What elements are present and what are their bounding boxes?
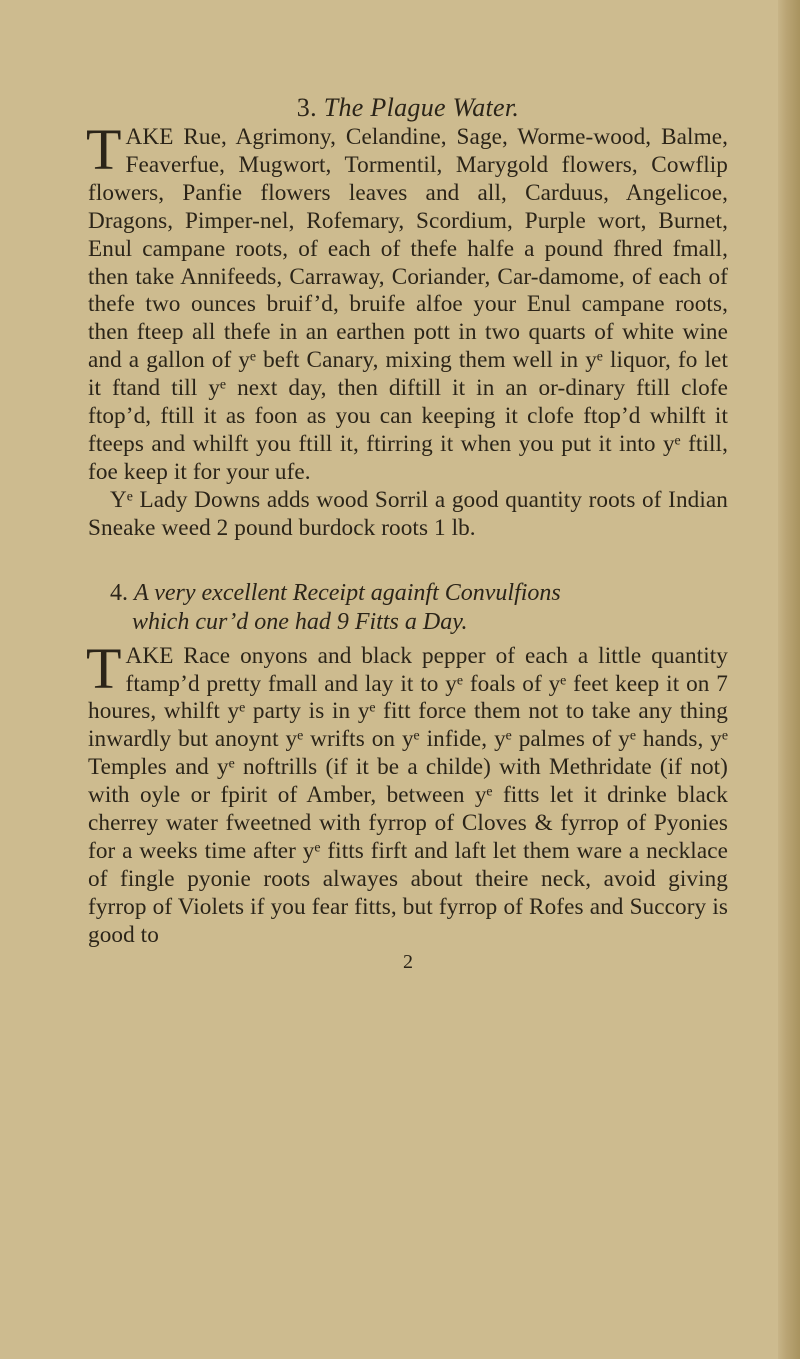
section-4-title-line2: which cur’d one had 9 Fitts a Day. xyxy=(132,608,468,635)
page-edge-shadow xyxy=(778,0,800,1359)
section-4-drop-cap: T xyxy=(86,635,122,701)
section-4-body xyxy=(86,635,728,950)
section-3-text: AKE Rue, Agrimony, Celandine, Sage, Worme-wood, Balme, Feaverfue, Mugwort, Tormentil, Marygold flowers, Cowflip flowers, Panfie flowers leaves and all, Carduus, Angelicoe, Dragons, Pimper-nel, Rofemary, Scordium, Purple wort, Burnet, Enul campane roots, of each of thefe halfe a pound fhred fmall, then take Annifeeds, Carraway, Coriander, Car-damome, of each of thefe two ounces bruif’d, bruife alfoe your Enul campane roots, then fteep all thefe in an earthen pott in two quarts of white wine and a gallon of yᵉ beft Canary, mixing them well in yᵉ liquor, fo let it ftand till yᵉ next day, then diftill it in an or-dinary ftill clofe ftop’d, ftill it as foon as you can keeping it clofe ftop’d whilft it fteeps and whilft you ftill it, ftirring it when you put it into yᵉ ftill, foe keep it for your ufe. xyxy=(88,124,728,485)
text-column xyxy=(88,92,728,974)
section-3-body xyxy=(86,117,728,487)
section-3-addendum: Yᵉ Lady Downs adds wood Sorril a good quantity roots of Indian Sneake weed 2 pound burdock roots 1 lb. xyxy=(88,486,728,541)
section-4-number: 4. xyxy=(110,579,128,606)
section-4-title-line1: A very excellent Receipt againft Convulfions xyxy=(134,579,561,606)
section-3-drop-cap: T xyxy=(86,117,122,182)
signature-mark: 2 xyxy=(403,950,413,973)
section-4-heading xyxy=(88,579,728,637)
section-3-title: The Plague Water. xyxy=(323,93,520,122)
section-3-number: 3. xyxy=(296,93,317,122)
section-3-heading xyxy=(88,92,728,124)
section-4-text: AKE Race onyons and black pepper of each a little quantity ftamp’d pretty fmall and lay it to yᵉ foals of yᵉ feet keep it on 7 houres, whilft yᵉ party is in yᵉ fitt force them not to take any thing inwardly but anoynt yᵉ wrifts on yᵉ infide, yᵉ palmes of yᵉ hands, yᵉ Temples and yᵉ noftrills (if it be a childe) with Methridate (if not) with oyle or fpirit of Amber, between yᵉ fitts let it drinke black cherrey water fweetned with fyrrop of Cloves & fyrrop of Pyonies for a weeks time after yᵉ fitts firft and laft let them ware a necklace of fingle pyonie roots alwayes about theire neck, avoid giving fyrrop of Violets if you fear fitts, but fyrrop of Rofes and Succory is good to xyxy=(88,642,728,948)
